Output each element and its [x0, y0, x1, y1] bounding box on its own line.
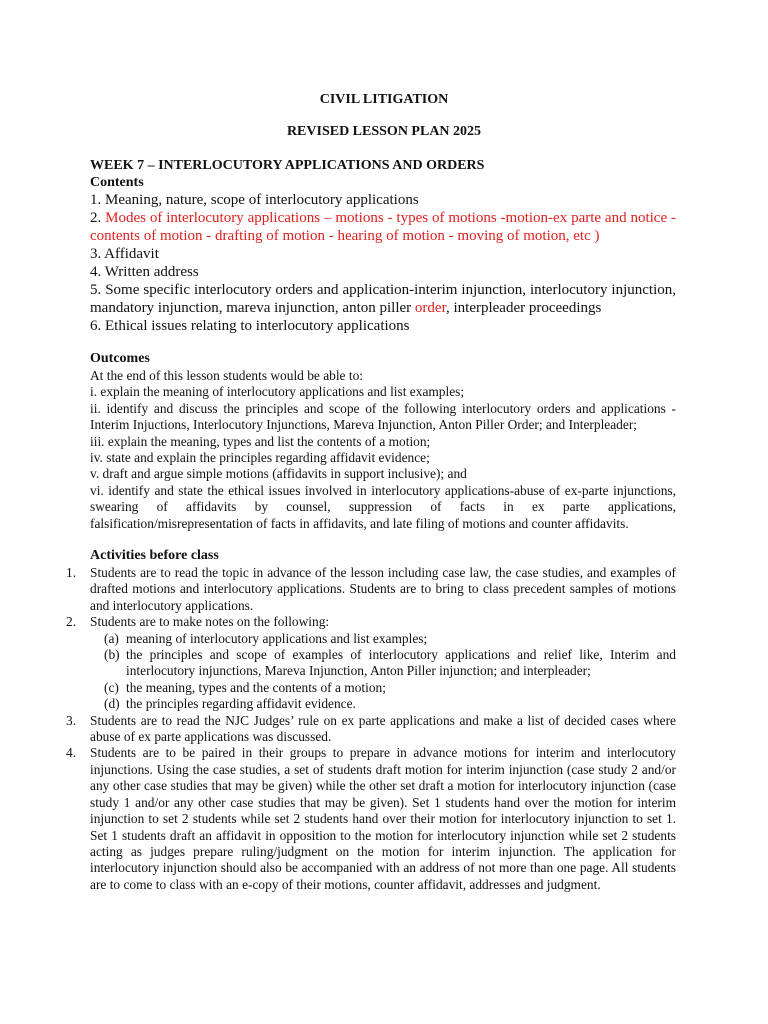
sub-item-label: (c): [104, 679, 119, 695]
activity-item-3: [66, 712, 676, 746]
contents-list: [90, 191, 676, 335]
contents-item-5-tail: , interpleader proceedings: [445, 300, 602, 316]
outcomes-list: [90, 368, 676, 532]
contents-item-1: [90, 191, 676, 209]
sub-item-text: the meaning, types and the contents of a motion;: [126, 679, 386, 695]
activity-sublist: [90, 631, 676, 713]
contents-heading: Contents: [90, 175, 144, 190]
sub-item-label: (d): [104, 696, 120, 712]
outcome-item: iv. state and explain the principles regarding affidavit evidence;: [90, 450, 430, 466]
contents-item-3: 3. Affidavit: [90, 246, 159, 262]
contents-item-1-text: Meaning, nature, scope of interlocutory applications: [105, 192, 419, 208]
sub-item-label: (a): [104, 630, 119, 646]
week-heading: WEEK 7 – INTERLOCUTORY APPLICATIONS AND ORDERS: [90, 158, 485, 173]
outcomes-heading: Outcomes: [90, 351, 150, 366]
activity-number: 3.: [66, 712, 77, 728]
activity-number: 4.: [66, 745, 77, 761]
activities-list: [66, 565, 676, 893]
activities-heading: Activities before class: [90, 548, 219, 563]
sub-item: [104, 679, 676, 696]
contents-item-5-text: 5. Some specific interlocutory orders and application-interim injunction, interlocutory injunction, mandatory injunction, mareva injunction, anton piller: [90, 282, 676, 316]
outcome-item: i. explain the meaning of interlocutory applications and list examples;: [90, 384, 465, 400]
outcome-item: v. draft and argue simple motions (affidavits in support inclusive); and: [90, 466, 467, 482]
outcome-item: ii. identify and discuss the principles and scope of the following interlocutory orders and applications - Interim Injuctions, Interlocutory Injunctions, Mareva Injunction, Anton Piller Order; and Interpleader;: [90, 400, 676, 433]
activity-text: Students are to make notes on the following:: [90, 614, 330, 630]
contents-item-2: [90, 209, 676, 245]
activity-number: 1.: [66, 565, 77, 580]
document-subtitle: REVISED LESSON PLAN 2025: [286, 124, 482, 139]
activity-text: Students are to read the NJC Judges’ rule on ex parte applications and make a list of decided cases where abuse of ex parte applications was discussed.: [90, 712, 676, 745]
outcome-item: vi. identify and state the ethical issues involved in interlocutory applications-abuse of ex-parte injunctions, swearing of affidavits by counsel, suppression of facts in ex parte applications, falsification/misrepresentation of facts in affidavits, and late filing of motions and counter affidavits.: [90, 482, 676, 531]
sub-item-text: the principles and scope of examples of interlocutory applications and relief like, Interim and interlocutory injunctions, Mareva Injunction, Anton Piller injunction; and interpleader;: [126, 647, 676, 679]
sub-item: [104, 696, 676, 712]
outcome-item: iii. explain the meaning, types and list the contents of a motion;: [90, 433, 431, 449]
contents-item-4: 4. Written address: [90, 264, 199, 280]
activity-item-2: [66, 614, 676, 712]
sub-item: [104, 630, 676, 647]
activity-text: Students are to be paired in their groups to prepare in advance motions for interim and interlocutory injunctions. Using the case studies, a set of students draft motion for interim injunction (case study 2 and/or any other case studies that may be given) while the other set draft a motion for interlocutory injunction (case study 1 and/or any other case studies that may be given). Set 1 students hand over the motion for interim injunction to set 2 students while set 2 students hand over their motion for interlocutory injunction to set 1. Set 1 students draft an affidavit in opposition to the motion for interlocutory injunction while set 2 students acting as judges prepare ruling/judgment on the motion for interim injunction. The application for interlocutory injunction should also be accompanied with an address of not more than one page. All students are to come to class with an e-copy of their motions, counter affidavit, addresses and judgment.: [90, 745, 676, 892]
contents-item-5-highlight: order: [414, 300, 446, 316]
contents-item-2-number: 2.: [90, 210, 102, 226]
document-title: CIVIL LITIGATION: [319, 92, 449, 107]
contents-item-6: 6. Ethical issues relating to interlocutory applications: [90, 318, 410, 334]
sub-item-label: (b): [104, 647, 120, 663]
activity-text: Students are to read the topic in advance of the lesson including case law, the case studies, and examples of drafted motions and interlocutory applications. Students are to bring to class precedent samples of motions and interlocutory applications.: [90, 565, 676, 613]
sub-item: [104, 647, 676, 680]
activity-number: 2.: [66, 614, 77, 630]
activity-item-1: [66, 565, 676, 614]
contents-item-5: [90, 281, 676, 317]
sub-item-text: the principles regarding affidavit evidence.: [126, 696, 356, 712]
activity-item-4: [66, 745, 676, 893]
contents-item-2-text: Modes of interlocutory applications – motions - types of motions -motion-ex parte and notice - contents of motion - drafting of motion - hearing of motion - moving of motion, etc ): [90, 210, 676, 244]
sub-item-text: meaning of interlocutory applications and list examples;: [126, 630, 428, 646]
outcomes-intro: At the end of this lesson students would be able to:: [90, 368, 363, 383]
contents-item-1-number: 1.: [90, 192, 102, 208]
